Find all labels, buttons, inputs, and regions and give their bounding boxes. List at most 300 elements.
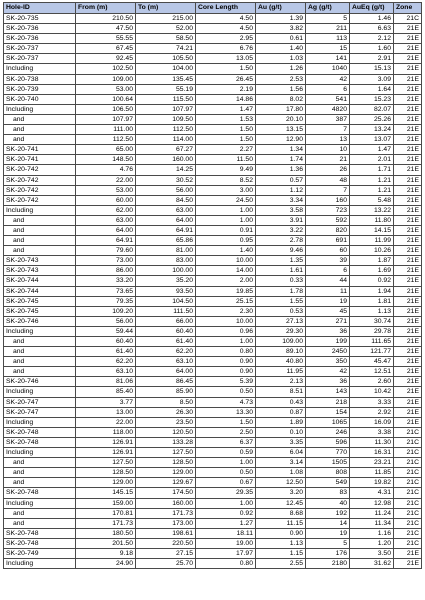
value-cell: 246	[306, 427, 350, 437]
value-cell: 2.30	[196, 306, 256, 316]
zone-cell: 21E	[394, 407, 422, 417]
value-cell: 112.50	[76, 135, 136, 145]
value-cell: 29.30	[256, 326, 306, 336]
value-cell: 85.90	[136, 387, 196, 397]
zone-cell: 21E	[394, 306, 422, 316]
value-cell: 2180	[306, 559, 350, 569]
zone-cell: 21C	[394, 488, 422, 498]
value-cell: 15.23	[350, 94, 394, 104]
table-row	[4, 175, 422, 185]
hole-id-cell: and	[4, 236, 76, 246]
value-cell: 18.11	[196, 528, 256, 538]
column-header: Zone	[394, 3, 422, 14]
value-cell: 143	[306, 387, 350, 397]
zone-cell: 21C	[394, 508, 422, 518]
value-cell: 1.26	[256, 64, 306, 74]
value-cell: 541	[306, 94, 350, 104]
value-cell: 11.85	[350, 468, 394, 478]
table-row	[4, 54, 422, 64]
value-cell: 1.15	[256, 548, 306, 558]
value-cell: 79.35	[76, 296, 136, 306]
table-row	[4, 276, 422, 286]
zone-cell: 21E	[394, 145, 422, 155]
table-row	[4, 417, 422, 427]
hole-id-cell: Including	[4, 205, 76, 215]
zone-cell: 21E	[394, 337, 422, 347]
value-cell: 0.95	[196, 236, 256, 246]
value-cell: 1.08	[256, 468, 306, 478]
value-cell: 60.40	[136, 326, 196, 336]
value-cell: 8.68	[256, 508, 306, 518]
value-cell: 1065	[306, 417, 350, 427]
hole-id-cell: and	[4, 347, 76, 357]
value-cell: 47.50	[76, 24, 136, 34]
value-cell: 5.48	[350, 195, 394, 205]
value-cell: 2.50	[196, 427, 256, 437]
zone-cell: 21C	[394, 518, 422, 528]
value-cell: 1.27	[196, 518, 256, 528]
value-cell: 145.15	[76, 488, 136, 498]
value-cell: 0.92	[196, 508, 256, 518]
value-cell: 104.00	[136, 64, 196, 74]
value-cell: 24.50	[196, 195, 256, 205]
value-cell: 36	[306, 377, 350, 387]
table-row	[4, 14, 422, 24]
value-cell: 128.50	[76, 468, 136, 478]
value-cell: 63.00	[76, 215, 136, 225]
value-cell: 52.00	[136, 24, 196, 34]
value-cell: 0.43	[256, 397, 306, 407]
hole-id-cell: SK-20-737	[4, 44, 76, 54]
table-row	[4, 478, 422, 488]
value-cell: 154	[306, 407, 350, 417]
value-cell: 22.00	[76, 417, 136, 427]
zone-cell: 21E	[394, 114, 422, 124]
value-cell: 64.91	[136, 225, 196, 235]
value-cell: 25.70	[136, 559, 196, 569]
value-cell: 1.64	[350, 84, 394, 94]
table-row	[4, 34, 422, 44]
value-cell: 6.04	[256, 448, 306, 458]
value-cell: 104.50	[136, 296, 196, 306]
value-cell: 64.00	[136, 367, 196, 377]
zone-cell: 21E	[394, 256, 422, 266]
hole-id-cell: and	[4, 357, 76, 367]
value-cell: 0.91	[196, 225, 256, 235]
table-row	[4, 246, 422, 256]
value-cell: 1.78	[256, 286, 306, 296]
value-cell: 13.24	[350, 125, 394, 135]
value-cell: 89.10	[256, 347, 306, 357]
value-cell: 56.00	[76, 316, 136, 326]
value-cell: 1.36	[256, 165, 306, 175]
table-row	[4, 538, 422, 548]
value-cell: 1.20	[350, 538, 394, 548]
value-cell: 198.61	[136, 528, 196, 538]
zone-cell: 21E	[394, 24, 422, 34]
value-cell: 82.07	[350, 104, 394, 114]
zone-cell: 21C	[394, 528, 422, 538]
value-cell: 105.50	[136, 54, 196, 64]
value-cell: 109.20	[76, 306, 136, 316]
value-cell: 73.65	[76, 286, 136, 296]
value-cell: 55.19	[136, 84, 196, 94]
value-cell: 1.56	[256, 84, 306, 94]
value-cell: 5	[306, 538, 350, 548]
value-cell: 12.50	[256, 478, 306, 488]
value-cell: 111.65	[350, 337, 394, 347]
value-cell: 0.90	[256, 528, 306, 538]
value-cell: 1.34	[256, 145, 306, 155]
hole-id-cell: SK-20-743	[4, 266, 76, 276]
zone-cell: 21E	[394, 135, 422, 145]
value-cell: 19.85	[196, 286, 256, 296]
zone-cell: 21E	[394, 205, 422, 215]
value-cell: 1.40	[256, 44, 306, 54]
value-cell: 1.81	[350, 296, 394, 306]
value-cell: 100.00	[136, 266, 196, 276]
value-cell: 13.05	[196, 54, 256, 64]
value-cell: 100.64	[76, 94, 136, 104]
value-cell: 4.50	[196, 14, 256, 24]
column-header: To (m)	[136, 3, 196, 14]
value-cell: 1.50	[196, 417, 256, 427]
value-cell: 121.77	[350, 347, 394, 357]
value-cell: 1.00	[196, 205, 256, 215]
value-cell: 10.42	[350, 387, 394, 397]
value-cell: 2.13	[256, 377, 306, 387]
hole-id-cell: SK-20-746	[4, 316, 76, 326]
zone-cell: 21C	[394, 468, 422, 478]
value-cell: 3.35	[256, 437, 306, 447]
value-cell: 11.34	[350, 518, 394, 528]
value-cell: 107.97	[76, 114, 136, 124]
value-cell: 81.00	[136, 246, 196, 256]
table-row	[4, 548, 422, 558]
value-cell: 19.00	[196, 538, 256, 548]
value-cell: 86.00	[76, 266, 136, 276]
value-cell: 4820	[306, 104, 350, 114]
table-row	[4, 387, 422, 397]
value-cell: 6.76	[196, 44, 256, 54]
table-row	[4, 559, 422, 569]
zone-cell: 21E	[394, 286, 422, 296]
hole-id-cell: Including	[4, 559, 76, 569]
hole-id-cell: SK-20-748	[4, 538, 76, 548]
value-cell: 0.80	[196, 559, 256, 569]
value-cell: 770	[306, 448, 350, 458]
value-cell: 10	[306, 145, 350, 155]
value-cell: 1.89	[256, 417, 306, 427]
value-cell: 133.28	[136, 437, 196, 447]
value-cell: 1.71	[350, 165, 394, 175]
table-row	[4, 84, 422, 94]
value-cell: 7	[306, 185, 350, 195]
zone-cell: 21E	[394, 276, 422, 286]
value-cell: 4.31	[350, 488, 394, 498]
value-cell: 129.00	[76, 478, 136, 488]
value-cell: 1.50	[196, 64, 256, 74]
value-cell: 13.07	[350, 135, 394, 145]
table-row	[4, 114, 422, 124]
value-cell: 111.50	[136, 306, 196, 316]
value-cell: 3.77	[76, 397, 136, 407]
zone-cell: 21E	[394, 347, 422, 357]
value-cell: 549	[306, 478, 350, 488]
value-cell: 1.61	[256, 266, 306, 276]
value-cell: 115.50	[136, 94, 196, 104]
value-cell: 129.00	[136, 468, 196, 478]
value-cell: 58.50	[136, 34, 196, 44]
value-cell: 8.02	[256, 94, 306, 104]
zone-cell: 21E	[394, 377, 422, 387]
column-header: Au (g/t)	[256, 3, 306, 14]
value-cell: 16.31	[350, 448, 394, 458]
value-cell: 2.60	[350, 377, 394, 387]
value-cell: 65.86	[136, 236, 196, 246]
table-row	[4, 215, 422, 225]
value-cell: 13.00	[76, 407, 136, 417]
value-cell: 27.15	[136, 548, 196, 558]
table-body	[4, 14, 422, 569]
table-row	[4, 407, 422, 417]
hole-id-cell: and	[4, 225, 76, 235]
value-cell: 63.00	[136, 205, 196, 215]
value-cell: 31.62	[350, 559, 394, 569]
table-row	[4, 165, 422, 175]
value-cell: 61.40	[136, 337, 196, 347]
zone-cell: 21E	[394, 225, 422, 235]
value-cell: 135.45	[136, 74, 196, 84]
value-cell: 22.00	[76, 175, 136, 185]
value-cell: 24.90	[76, 559, 136, 569]
value-cell: 1.46	[350, 14, 394, 24]
value-cell: 3.00	[196, 185, 256, 195]
value-cell: 171.73	[76, 518, 136, 528]
hole-id-cell: and	[4, 367, 76, 377]
hole-id-cell: SK-20-747	[4, 397, 76, 407]
value-cell: 11.95	[256, 367, 306, 377]
hole-id-cell: SK-20-740	[4, 94, 76, 104]
zone-cell: 21E	[394, 34, 422, 44]
value-cell: 350	[306, 357, 350, 367]
value-cell: 59.44	[76, 326, 136, 336]
zone-cell: 21E	[394, 195, 422, 205]
value-cell: 85.40	[76, 387, 136, 397]
value-cell: 67.27	[136, 145, 196, 155]
value-cell: 5	[306, 14, 350, 24]
table-row	[4, 347, 422, 357]
value-cell: 11.50	[196, 155, 256, 165]
value-cell: 1.00	[196, 215, 256, 225]
value-cell: 13	[306, 135, 350, 145]
value-cell: 30.52	[136, 175, 196, 185]
value-cell: 65.00	[76, 145, 136, 155]
value-cell: 2.55	[256, 559, 306, 569]
value-cell: 1.40	[196, 246, 256, 256]
value-cell: 44	[306, 276, 350, 286]
hole-id-cell: SK-20-742	[4, 195, 76, 205]
zone-cell: 21E	[394, 387, 422, 397]
table-row	[4, 458, 422, 468]
table-row	[4, 256, 422, 266]
hole-id-cell: SK-20-746	[4, 377, 76, 387]
value-cell: 176	[306, 548, 350, 558]
value-cell: 61.40	[76, 347, 136, 357]
value-cell: 0.80	[196, 347, 256, 357]
value-cell: 0.50	[196, 387, 256, 397]
hole-id-cell: Including	[4, 104, 76, 114]
value-cell: 0.87	[256, 407, 306, 417]
value-cell: 1.35	[256, 256, 306, 266]
hole-id-cell: SK-20-742	[4, 185, 76, 195]
value-cell: 6	[306, 266, 350, 276]
hole-id-cell: and	[4, 458, 76, 468]
value-cell: 14.15	[350, 225, 394, 235]
value-cell: 19	[306, 528, 350, 538]
zone-cell: 21E	[394, 104, 422, 114]
table-row	[4, 437, 422, 447]
value-cell: 3.34	[256, 195, 306, 205]
value-cell: 0.61	[256, 34, 306, 44]
hole-id-cell: SK-20-748	[4, 427, 76, 437]
value-cell: 820	[306, 225, 350, 235]
value-cell: 2.92	[350, 407, 394, 417]
table-row	[4, 94, 422, 104]
zone-cell: 21C	[394, 14, 422, 24]
value-cell: 3.33	[350, 397, 394, 407]
value-cell: 21	[306, 155, 350, 165]
value-cell: 45	[306, 306, 350, 316]
hole-id-cell: and	[4, 114, 76, 124]
table-row	[4, 326, 422, 336]
value-cell: 29.35	[196, 488, 256, 498]
value-cell: 1.47	[196, 104, 256, 114]
value-cell: 9.46	[256, 246, 306, 256]
zone-cell: 21E	[394, 236, 422, 246]
zone-cell: 21E	[394, 155, 422, 165]
zone-cell: 21E	[394, 559, 422, 569]
value-cell: 220.50	[136, 538, 196, 548]
value-cell: 106.50	[76, 104, 136, 114]
value-cell: 13.30	[196, 407, 256, 417]
value-cell: 0.90	[196, 367, 256, 377]
zone-cell: 21C	[394, 448, 422, 458]
value-cell: 114.00	[136, 135, 196, 145]
hole-id-cell: SK-20-748	[4, 528, 76, 538]
value-cell: 109.50	[136, 114, 196, 124]
hole-id-cell: SK-20-741	[4, 145, 76, 155]
value-cell: 20.10	[256, 114, 306, 124]
hole-id-cell: SK-20-737	[4, 54, 76, 64]
value-cell: 113	[306, 34, 350, 44]
column-header: Hole-ID	[4, 3, 76, 14]
value-cell: 0.53	[256, 306, 306, 316]
zone-cell: 21E	[394, 316, 422, 326]
value-cell: 25.15	[196, 296, 256, 306]
hole-id-cell: and	[4, 508, 76, 518]
value-cell: 83	[306, 488, 350, 498]
value-cell: 60.40	[76, 337, 136, 347]
zone-cell: 21E	[394, 165, 422, 175]
value-cell: 2450	[306, 347, 350, 357]
assay-results-table-container	[3, 2, 421, 569]
column-header: From (m)	[76, 3, 136, 14]
value-cell: 0.59	[196, 448, 256, 458]
table-row	[4, 74, 422, 84]
value-cell: 1.03	[256, 54, 306, 64]
value-cell: 148.50	[76, 155, 136, 165]
value-cell: 30.74	[350, 316, 394, 326]
value-cell: 11.80	[350, 215, 394, 225]
value-cell: 92.45	[76, 54, 136, 64]
table-header-row	[4, 3, 422, 14]
value-cell: 40.80	[256, 357, 306, 367]
value-cell: 13.15	[256, 125, 306, 135]
table-row	[4, 296, 422, 306]
table-row	[4, 155, 422, 165]
value-cell: 1.74	[256, 155, 306, 165]
hole-id-cell: SK-20-736	[4, 24, 76, 34]
zone-cell: 21E	[394, 175, 422, 185]
value-cell: 26.30	[136, 407, 196, 417]
value-cell: 66.00	[136, 316, 196, 326]
value-cell: 26.45	[196, 74, 256, 84]
value-cell: 1.13	[256, 538, 306, 548]
value-cell: 1.16	[350, 528, 394, 538]
hole-id-cell: SK-20-748	[4, 488, 76, 498]
value-cell: 170.81	[76, 508, 136, 518]
table-row	[4, 306, 422, 316]
table-row	[4, 518, 422, 528]
hole-id-cell: SK-20-742	[4, 165, 76, 175]
value-cell: 63.10	[76, 367, 136, 377]
value-cell: 39	[306, 256, 350, 266]
value-cell: 201.50	[76, 538, 136, 548]
hole-id-cell: Including	[4, 387, 76, 397]
value-cell: 14.86	[196, 94, 256, 104]
hole-id-cell: SK-20-744	[4, 276, 76, 286]
value-cell: 1.00	[196, 337, 256, 347]
value-cell: 35.20	[136, 276, 196, 286]
zone-cell: 21C	[394, 498, 422, 508]
value-cell: 215.00	[136, 14, 196, 24]
value-cell: 33.20	[76, 276, 136, 286]
table-row	[4, 316, 422, 326]
value-cell: 596	[306, 437, 350, 447]
column-header: Ag (g/t)	[306, 3, 350, 14]
value-cell: 180.50	[76, 528, 136, 538]
value-cell: 4.50	[196, 24, 256, 34]
value-cell: 107.97	[136, 104, 196, 114]
column-header: Core Length	[196, 3, 256, 14]
value-cell: 723	[306, 205, 350, 215]
value-cell: 16.09	[350, 417, 394, 427]
zone-cell: 21E	[394, 84, 422, 94]
value-cell: 102.50	[76, 64, 136, 74]
value-cell: 17.97	[196, 548, 256, 558]
zone-cell: 21E	[394, 296, 422, 306]
hole-id-cell: Including	[4, 498, 76, 508]
value-cell: 9.49	[196, 165, 256, 175]
value-cell: 1040	[306, 64, 350, 74]
hole-id-cell: SK-20-744	[4, 286, 76, 296]
hole-id-cell: SK-20-745	[4, 306, 76, 316]
table-row	[4, 286, 422, 296]
value-cell: 86.45	[136, 377, 196, 387]
value-cell: 11.24	[350, 508, 394, 518]
value-cell: 111.00	[76, 125, 136, 135]
